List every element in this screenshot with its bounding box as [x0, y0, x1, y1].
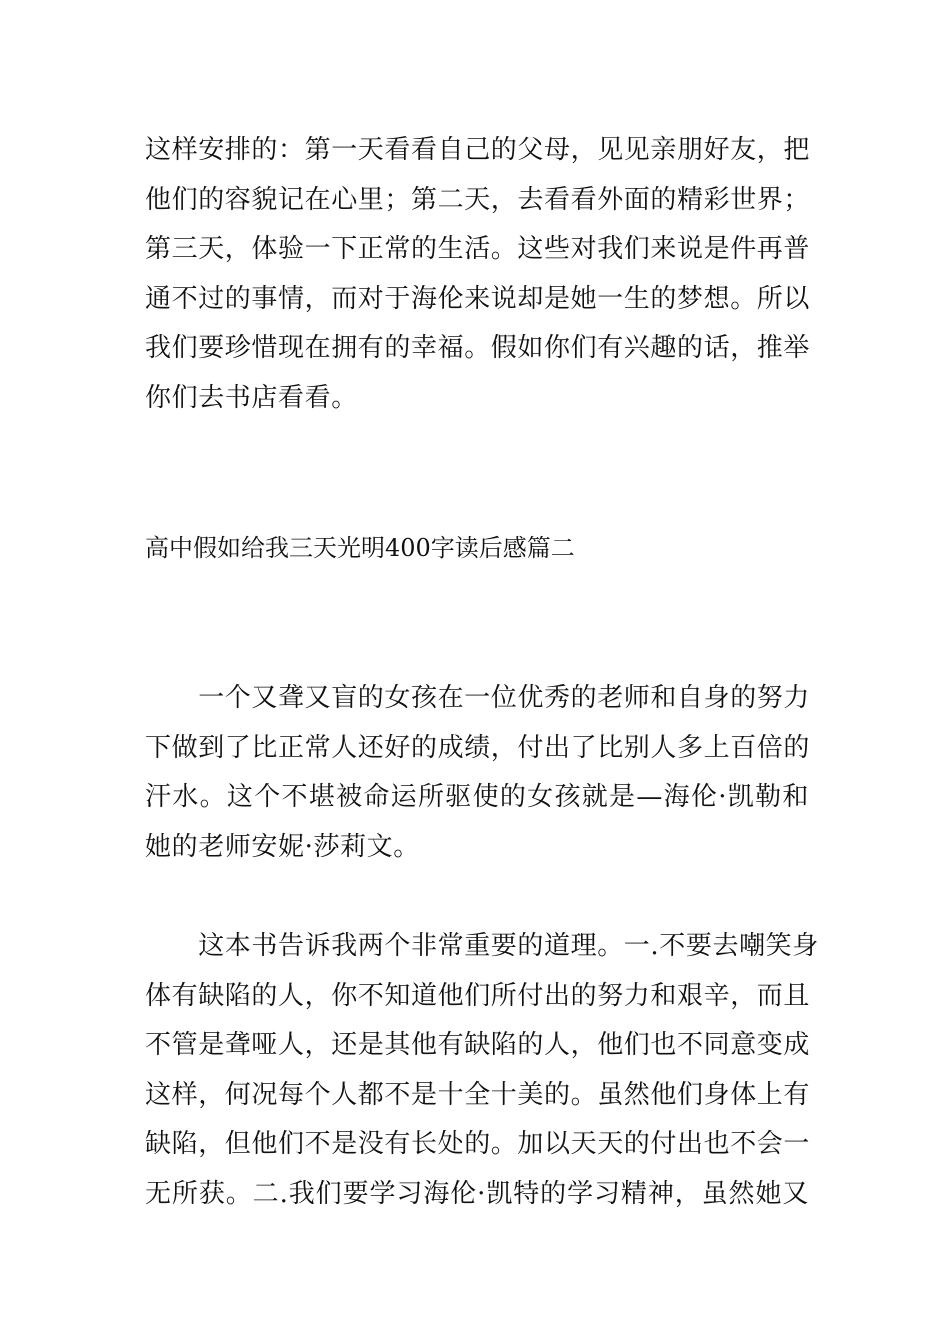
paragraph-line: 一个又聋又盲的女孩在一位优秀的老师和自身的努力 [145, 683, 811, 713]
paragraph-line: 无所获。二.我们要学习海伦·凯特的学习精神，虽然她又 [145, 1178, 809, 1209]
paragraph-line: 体有缺陷的人，你不知道他们所付出的努力和艰辛，而且 [145, 980, 811, 1011]
paragraph-2 [145, 674, 809, 872]
paragraph-3 [145, 922, 819, 1219]
paragraph-line: 这本书告诉我两个非常重要的道理。一.不要去嘲笑身 [145, 931, 819, 961]
paragraph-line: 汗水。这个不堪被命运所驱使的女孩就是—海伦·凯勒和 [145, 782, 809, 812]
paragraph-line: 这样，何况每个人都不是十全十美的。虽然他们身体上有 [145, 1079, 811, 1110]
paragraph-line: 我们要珍惜现在拥有的幸福。假如你们有兴趣的话，推举 [145, 333, 811, 363]
paragraph-1 [145, 126, 809, 423]
section-heading: 高中假如给我三天光明400字读后感篇二 [145, 534, 575, 562]
paragraph-line: 下做到了比正常人还好的成绩，付出了比别人多上百倍的 [145, 732, 811, 763]
paragraph-line: 这样安排的：第一天看看自己的父母，见见亲朋好友，把 [145, 135, 811, 165]
paragraph-line: 缺陷，但他们不是没有长处的。加以天天的付出也不会一 [145, 1129, 811, 1159]
paragraph-line: 通不过的事情，而对于海伦来说却是她一生的梦想。所以 [145, 283, 811, 314]
paragraph-line: 不管是聋哑人，还是其他有缺陷的人，他们也不同意变成 [145, 1030, 811, 1060]
paragraph-line: 第三天，体验一下正常的生活。这些对我们来说是件再普 [145, 234, 811, 264]
paragraph-line: 你们去书店看看。 [145, 382, 358, 413]
paragraph-line: 他们的容貌记在心里；第二天，去看看外面的精彩世界； [145, 184, 811, 215]
paragraph-line: 她的老师安妮·莎莉文。 [145, 831, 420, 862]
